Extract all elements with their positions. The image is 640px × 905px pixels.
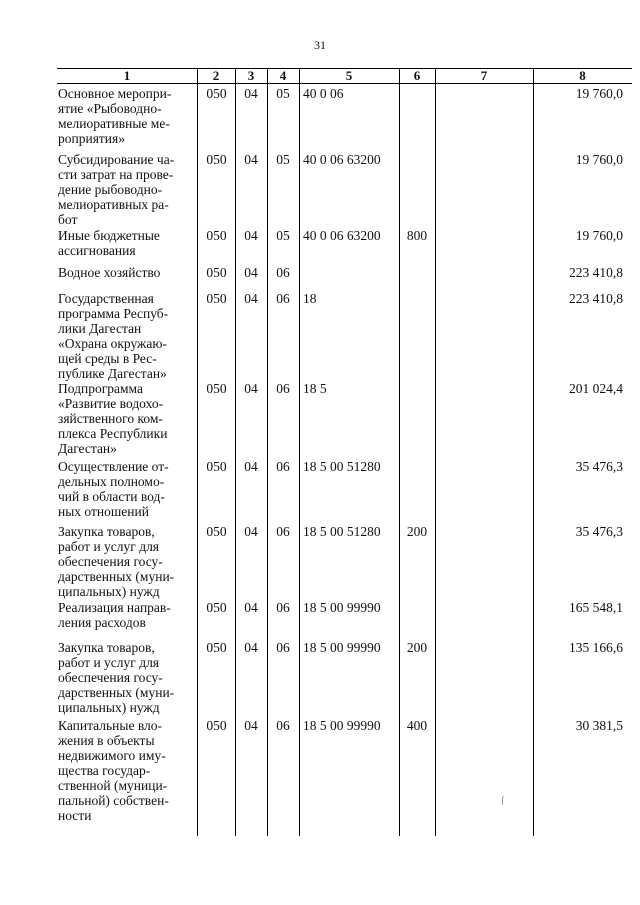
row-name-cell: Закупка товаров, работ и услуг для обеспечения госу- дарственных (муни- ципальных) нужд bbox=[58, 640, 175, 715]
header-col-2: 2 bbox=[212, 68, 220, 83]
header-col-4: 4 bbox=[279, 68, 287, 83]
header-col-3: 3 bbox=[247, 68, 255, 83]
header-bottom-border bbox=[57, 83, 632, 84]
col-divider bbox=[533, 68, 534, 836]
row-cell-c3: 04 bbox=[244, 524, 258, 539]
row-cell-c8: 35 476,3 bbox=[575, 459, 623, 474]
header-col-8: 8 bbox=[579, 68, 586, 83]
row-cell-c8: 135 166,6 bbox=[569, 640, 623, 655]
row-cell-c4: 06 bbox=[276, 291, 290, 306]
row-cell-c2: 050 bbox=[206, 600, 227, 615]
row-cell-c2: 050 bbox=[206, 718, 227, 733]
row-cell-c8: 165 548,1 bbox=[569, 600, 623, 615]
row-cell-c2: 050 bbox=[206, 265, 227, 280]
row-cell-c2: 050 bbox=[206, 640, 227, 655]
row-cell-c3: 04 bbox=[244, 600, 258, 615]
header-col-5: 5 bbox=[345, 68, 353, 83]
row-cell-c5: 18 5 bbox=[303, 381, 327, 396]
row-cell-c3: 04 bbox=[244, 381, 258, 396]
row-cell-c2: 050 bbox=[206, 152, 227, 167]
header-col-1: 1 bbox=[123, 68, 131, 83]
row-cell-c4: 06 bbox=[276, 524, 290, 539]
row-cell-c3: 04 bbox=[244, 228, 258, 243]
header-col-7: 7 bbox=[480, 68, 488, 83]
row-cell-c2: 050 bbox=[206, 86, 227, 101]
row-cell-c3: 04 bbox=[244, 265, 258, 280]
row-name-cell: Подпрограмма «Развитие водохо- зяйственного ком- плекса Республики Дагестан» bbox=[58, 381, 168, 456]
row-cell-c3: 04 bbox=[244, 640, 258, 655]
row-cell-c5: 18 5 00 99990 bbox=[303, 640, 381, 655]
row-cell-c5: 40 0 06 63200 bbox=[303, 228, 381, 243]
row-cell-c8: 35 476,3 bbox=[575, 524, 623, 539]
row-name-cell: Реализация направ- ления расходов bbox=[58, 600, 171, 630]
row-name-cell: Государственная программа Респуб- лики Дагестан «Охрана окружаю- щей среды в Рес- публике Дагестан» bbox=[58, 291, 169, 381]
row-cell-c3: 04 bbox=[244, 152, 258, 167]
row-cell-c5: 40 0 06 bbox=[303, 86, 344, 101]
row-cell-c6: 400 bbox=[406, 718, 428, 733]
row-cell-c6: 800 bbox=[406, 228, 428, 243]
row-cell-c3: 04 bbox=[244, 459, 258, 474]
row-cell-c6: 200 bbox=[406, 640, 428, 655]
col-divider bbox=[435, 68, 436, 836]
row-cell-c4: 06 bbox=[276, 265, 290, 280]
row-cell-c4: 05 bbox=[276, 86, 290, 101]
row-cell-c4: 05 bbox=[276, 152, 290, 167]
header-col-6: 6 bbox=[413, 68, 421, 83]
col-divider bbox=[299, 68, 300, 836]
row-name-cell: Осуществление от- дельных полномо- чий в области вод- ных отношений bbox=[58, 459, 169, 519]
row-cell-c2: 050 bbox=[206, 524, 227, 539]
row-cell-c4: 06 bbox=[276, 640, 290, 655]
col-divider bbox=[197, 68, 198, 836]
row-cell-c4: 06 bbox=[276, 718, 290, 733]
row-cell-c5: 18 5 00 99990 bbox=[303, 718, 381, 733]
row-cell-c8: 223 410,8 bbox=[569, 265, 623, 280]
row-name-cell: Основное меропри- ятие «Рыбоводно- мелиоративные ме- роприятия» bbox=[58, 86, 172, 146]
row-cell-c5: 18 5 00 51280 bbox=[303, 524, 381, 539]
row-cell-c2: 050 bbox=[206, 381, 227, 396]
row-cell-c8: 19 760,0 bbox=[575, 86, 623, 101]
row-cell-c2: 050 bbox=[206, 228, 227, 243]
row-name-cell: Иные бюджетные ассигнования bbox=[58, 228, 160, 258]
row-cell-c8: 19 760,0 bbox=[575, 228, 623, 243]
row-cell-c4: 06 bbox=[276, 600, 290, 615]
row-name-cell: Закупка товаров, работ и услуг для обеспечения госу- дарственных (муни- ципальных) нужд bbox=[58, 524, 175, 599]
row-cell-c8: 19 760,0 bbox=[575, 152, 623, 167]
budget-table bbox=[57, 68, 632, 836]
row-name-cell: Субсидирование ча- сти затрат на прове- дение рыбоводно- мелиоративных ра- бот bbox=[58, 152, 175, 227]
row-cell-c6: 200 bbox=[406, 524, 428, 539]
page-number: 31 bbox=[314, 38, 326, 52]
row-cell-c2: 050 bbox=[206, 291, 227, 306]
row-cell-c3: 04 bbox=[244, 291, 258, 306]
row-cell-c3: 04 bbox=[244, 86, 258, 101]
row-cell-c3: 04 bbox=[244, 718, 258, 733]
row-cell-c5: 40 0 06 63200 bbox=[303, 152, 381, 167]
row-cell-c5: 18 5 00 51280 bbox=[303, 459, 381, 474]
row-cell-c8: 223 410,8 bbox=[569, 291, 623, 306]
row-cell-c4: 06 bbox=[276, 459, 290, 474]
row-cell-c4: 05 bbox=[276, 228, 290, 243]
row-cell-c5: 18 5 00 99990 bbox=[303, 600, 381, 615]
row-name-cell: Капитальные вло- жения в объекты недвижимого иму- щества государ- ственной (муници- пальной) собствен- ности bbox=[58, 718, 169, 823]
pen-mark: ⁄ bbox=[499, 795, 507, 807]
row-cell-c8: 201 024,4 bbox=[569, 381, 623, 396]
row-cell-c4: 06 bbox=[276, 381, 290, 396]
row-cell-c5: 18 bbox=[303, 291, 317, 306]
row-cell-c8: 30 381,5 bbox=[575, 718, 623, 733]
row-name-cell: Водное хозяйство bbox=[58, 265, 161, 280]
row-cell-c2: 050 bbox=[206, 459, 227, 474]
